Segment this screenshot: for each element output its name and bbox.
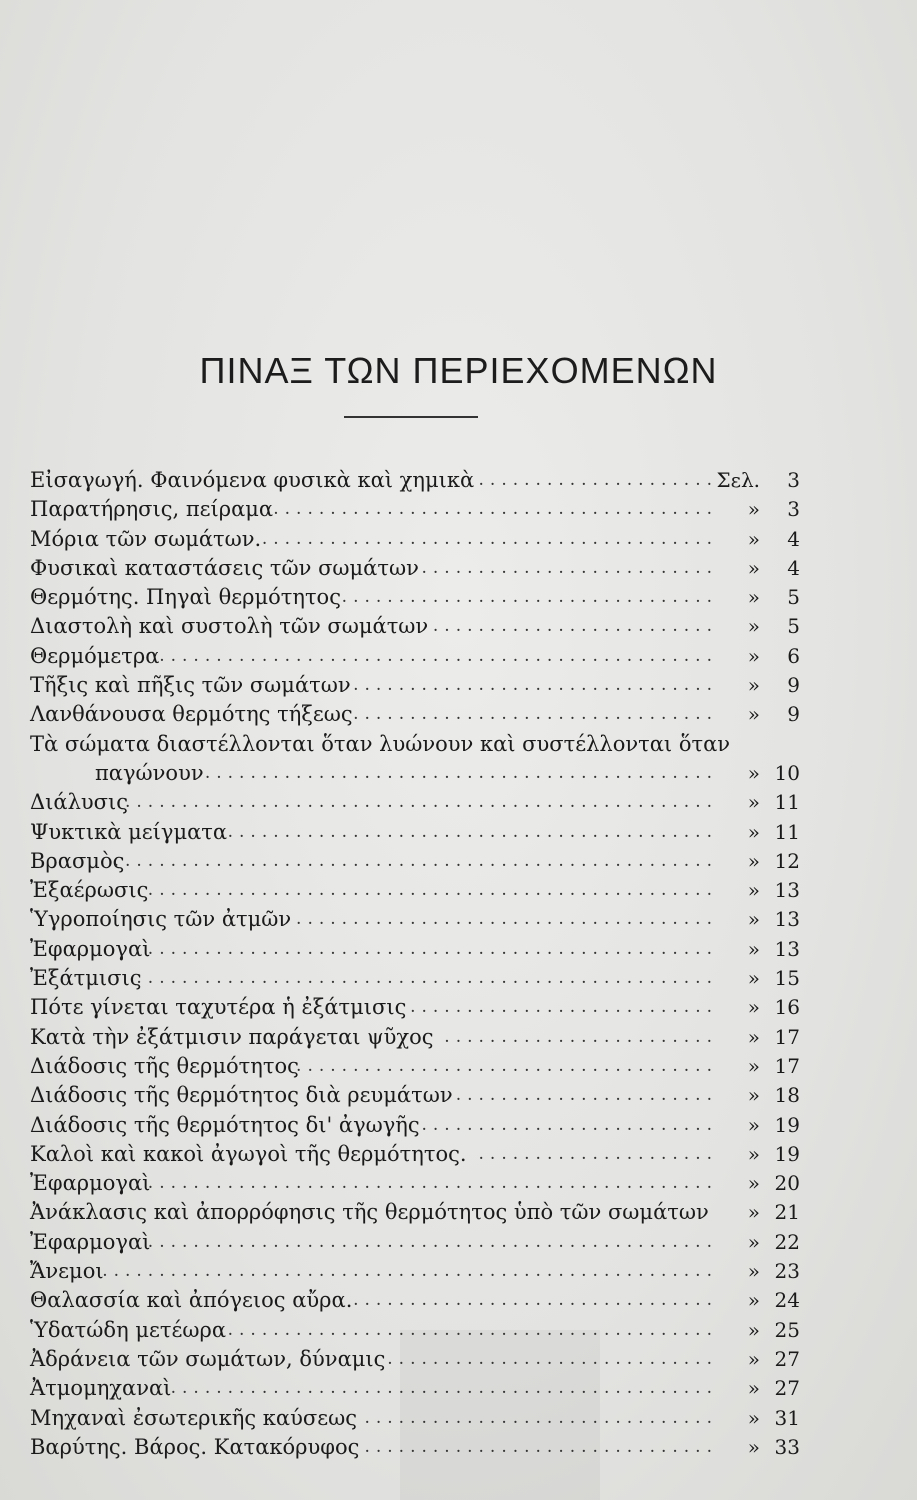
page-number: 19 [774, 1141, 800, 1166]
leader-dots: ........................................... [227, 1319, 718, 1340]
toc-entry-title: Ἐφαρμογαὶ [30, 1229, 151, 1254]
toc-entry [30, 993, 810, 1022]
page-number: 17 [774, 1024, 800, 1049]
page-marker: » [747, 1024, 760, 1049]
toc-entry-title: Μόρια τῶν σωμάτων. [30, 526, 262, 551]
toc-entry-title: Βρασμὸς [30, 848, 125, 873]
leader-dots: ................................................... [136, 968, 718, 989]
toc-entry-title: Διάδοσις τῆς θερμότητος διὰ ρευμάτων [30, 1083, 453, 1108]
toc-entry [30, 1023, 810, 1052]
page-number: 5 [787, 585, 800, 610]
page-marker: » [747, 1376, 760, 1401]
toc-entry [30, 935, 810, 964]
leader-dots: ............................... [364, 1407, 718, 1428]
toc-entry [30, 1198, 810, 1227]
page-marker: » [747, 907, 760, 932]
toc-entry [30, 642, 810, 671]
page-marker: » [747, 673, 760, 698]
page-number: 17 [774, 1053, 800, 1078]
toc-entry-title: Διαστολὴ καὶ συστολὴ τῶν σωμάτων [30, 614, 429, 639]
page-number: 6 [787, 643, 800, 668]
page-marker: » [747, 1317, 760, 1342]
toc-entry-title: Παρατήρησις, πείραμα [30, 497, 274, 522]
leader-dots: ........................................... [227, 821, 718, 842]
page-marker: » [747, 643, 760, 668]
toc-entry-title: Θερμόμετρα [30, 643, 160, 668]
page-marker: » [747, 936, 760, 961]
toc-entry [30, 1169, 810, 1198]
page-marker: » [747, 1346, 760, 1371]
page-number: 20 [774, 1171, 800, 1196]
toc-entry [30, 700, 810, 729]
toc-entry-title: Βαρύτης. Βάρος. Κατακόρυφος [30, 1434, 360, 1459]
page-marker: » [747, 1083, 760, 1108]
leader-dots: .......................... [421, 557, 718, 578]
page-number: 33 [774, 1434, 800, 1459]
toc-entry [30, 1374, 810, 1403]
toc-entry [30, 1345, 810, 1374]
table-of-contents [30, 466, 810, 1462]
page-number: 19 [774, 1112, 800, 1137]
page-number: 27 [774, 1376, 800, 1401]
page-number: 11 [774, 819, 800, 844]
page-marker: » [747, 1434, 760, 1459]
page-number: 13 [774, 936, 800, 961]
toc-entry [30, 1286, 810, 1315]
page-title: ΠΙΝΑΞ ΤΩΝ ΠΕΡΙΕΧΟΜΕΝΩΝ [199, 350, 718, 391]
toc-entry [30, 554, 810, 583]
toc-entry-title: Λανθάνουσα θερμότης τήξεως [30, 702, 353, 727]
toc-entry [30, 759, 810, 788]
toc-entry-title: Καλοὶ καὶ κακοὶ ἀγωγοὶ τῆς θερμότητος. [30, 1141, 467, 1166]
page-number: 12 [774, 848, 800, 873]
page-number: 13 [774, 907, 800, 932]
leader-dots: ..................................... [296, 909, 718, 930]
page-number: 21 [774, 1200, 800, 1225]
toc-entry [30, 671, 810, 700]
toc-entry [30, 730, 810, 759]
leader-dots: ......................... [432, 616, 718, 637]
toc-entry [30, 583, 810, 612]
toc-entry [30, 847, 810, 876]
toc-entry-title: Εἰσαγωγή. Φαινόμενα φυσικὰ καὶ χημικὰ [30, 468, 475, 492]
toc-entry-title: Ἐξαέρωσις [30, 878, 149, 903]
toc-entry [30, 788, 810, 817]
toc-entry [30, 876, 810, 905]
toc-entry-title: Κατὰ τὴν ἐξάτμισιν παράγεται ψῦχος [30, 1024, 434, 1049]
toc-entry [30, 525, 810, 554]
page-number: 3 [787, 468, 800, 492]
toc-entry [30, 1111, 810, 1140]
toc-entry-title: Ἐξάτμισις [30, 966, 142, 991]
page-marker: » [747, 1141, 760, 1166]
page-marker: » [747, 1259, 760, 1284]
toc-entry [30, 1081, 810, 1110]
leader-dots: ............................. [387, 1348, 718, 1369]
page-marker: Σελ. [716, 468, 760, 492]
toc-entry-title: Διάλυσις [30, 790, 128, 815]
page-number: 22 [774, 1229, 800, 1254]
toc-entry-title: Θαλασσία καὶ ἀπόγειος αὔρα. [30, 1288, 353, 1313]
toc-entry-title: Διάδοσις τῆς θερμότητος [30, 1053, 299, 1078]
leader-dots: .................................................... [125, 792, 718, 813]
title-rule [344, 416, 478, 418]
page-marker: » [747, 1229, 760, 1254]
page-number: 18 [774, 1083, 800, 1108]
page-marker: » [747, 1405, 760, 1430]
toc-entry-title: Θερμότης. Πηγαὶ θερμότητος [30, 585, 341, 610]
leader-dots: .................................................. [147, 1173, 718, 1194]
page-marker: » [747, 614, 760, 639]
page-number: 9 [787, 673, 800, 698]
page-marker: » [747, 819, 760, 844]
leader-dots: ........................................ [261, 528, 718, 549]
toc-entry [30, 1433, 810, 1462]
leader-dots: ................................ [353, 675, 718, 696]
toc-entry [30, 1052, 810, 1081]
leader-dots: ........................... [410, 997, 718, 1018]
leader-dots: ..................... [478, 470, 718, 490]
page-number: 4 [787, 526, 800, 551]
leader-dots: .................................................. [147, 880, 718, 901]
toc-entry-title: Ἀδράνεια τῶν σωμάτων, δύναμις [30, 1346, 386, 1371]
page-number: 16 [774, 995, 800, 1020]
toc-entry-title: Φυσικαὶ καταστάσεις τῶν σωμάτων [30, 555, 419, 580]
leader-dots: .................................................. [147, 938, 718, 959]
toc-entry [30, 905, 810, 934]
toc-entry-title: Ὑγροποίησις τῶν ἀτμῶν [30, 907, 292, 932]
page-marker: » [747, 1053, 760, 1078]
leader-dots: ..................................................... [113, 850, 718, 871]
toc-entry-title: Ἀτμομηχαναὶ [30, 1376, 172, 1401]
leader-dots: .......................... [421, 1114, 718, 1135]
leader-dots: ................................................. [159, 645, 718, 666]
toc-entry [30, 495, 810, 524]
toc-entry-title: Ἀνάκλασις καὶ ἀπορρόφησις τῆς θερμότητος ὑπὸ τῶν σωμάτων [30, 1200, 709, 1225]
leader-dots: ....................... [455, 1085, 718, 1106]
leader-dots: ........................ [444, 1026, 718, 1047]
page-marker: » [747, 702, 760, 727]
page-number: 13 [774, 878, 800, 903]
page-marker: » [747, 1200, 760, 1225]
page-marker: » [747, 1288, 760, 1313]
page-marker: » [747, 760, 760, 785]
toc-entry [30, 466, 810, 495]
toc-entry-title: Ψυκτικὰ μείγματα [30, 819, 228, 844]
toc-entry-title: Ἄνεμοι [30, 1259, 104, 1284]
toc-entry [30, 1140, 810, 1169]
page-number: 4 [787, 555, 800, 580]
page-number: 9 [787, 702, 800, 727]
toc-entry-title: Ἐφαρμογαὶ [30, 1171, 151, 1196]
toc-entry-title: Πότε γίνεται ταχυτέρα ἡ ἐξάτμισις [30, 995, 407, 1020]
leader-dots: ................................................ [170, 1378, 718, 1399]
leader-dots: ................................. [341, 587, 718, 608]
page-number: 25 [774, 1317, 800, 1342]
page-number: 10 [774, 760, 800, 785]
page-marker: » [747, 966, 760, 991]
toc-entry-title: Ὑδατώδη μετέωρα [30, 1317, 227, 1342]
toc-entry [30, 818, 810, 847]
leader-dots: ................................ [353, 1290, 718, 1311]
toc-entry [30, 612, 810, 641]
page-number: 23 [774, 1259, 800, 1284]
toc-entry [30, 1316, 810, 1345]
page-number: 15 [774, 966, 800, 991]
page-marker: » [747, 1112, 760, 1137]
page-number: 27 [774, 1346, 800, 1371]
leader-dots: ...................................................... [102, 1261, 718, 1282]
page-number: 5 [787, 614, 800, 639]
toc-entry-title: Μηχαναὶ ἐσωτερικῆς καύσεως [30, 1405, 357, 1430]
page-marker: » [747, 585, 760, 610]
leader-dots: ................................ [353, 704, 718, 725]
page-number: 11 [774, 790, 800, 815]
page-number: 31 [774, 1405, 800, 1430]
toc-entry-title: Τῆξις καὶ πῆξις τῶν σωμάτων [30, 673, 351, 698]
page-marker: » [747, 878, 760, 903]
leader-dots: .................................................. [147, 1231, 718, 1252]
page-marker: » [747, 995, 760, 1020]
leader-dots: ............................... [364, 1436, 718, 1457]
toc-entry [30, 1404, 810, 1433]
toc-entry-title: Διάδοσις τῆς θερμότητος δι' ἀγωγῆς [30, 1112, 420, 1137]
page-number: 3 [787, 497, 800, 522]
page-marker: » [747, 1171, 760, 1196]
leader-dots: ............................................. [204, 762, 718, 783]
page-number: 24 [774, 1288, 800, 1313]
toc-entry [30, 1228, 810, 1257]
page-marker: » [747, 848, 760, 873]
toc-entry-title: Τὰ σώματα διαστέλλονται ὅταν λυώνουν καὶ συστέλλονται ὅταν [30, 731, 731, 756]
page-marker: » [747, 497, 760, 522]
toc-entry-title: παγώνουν [95, 760, 204, 785]
page-marker: » [747, 526, 760, 551]
toc-entry [30, 964, 810, 993]
leader-dots: ....................................... [273, 499, 718, 520]
toc-entry-title: Ἐφαρμογαὶ [30, 936, 151, 961]
page-marker: » [747, 555, 760, 580]
leader-dots: ..................................... [296, 1055, 718, 1076]
leader-dots: ..................... [478, 1143, 718, 1164]
page-marker: » [747, 790, 760, 815]
toc-entry [30, 1257, 810, 1286]
